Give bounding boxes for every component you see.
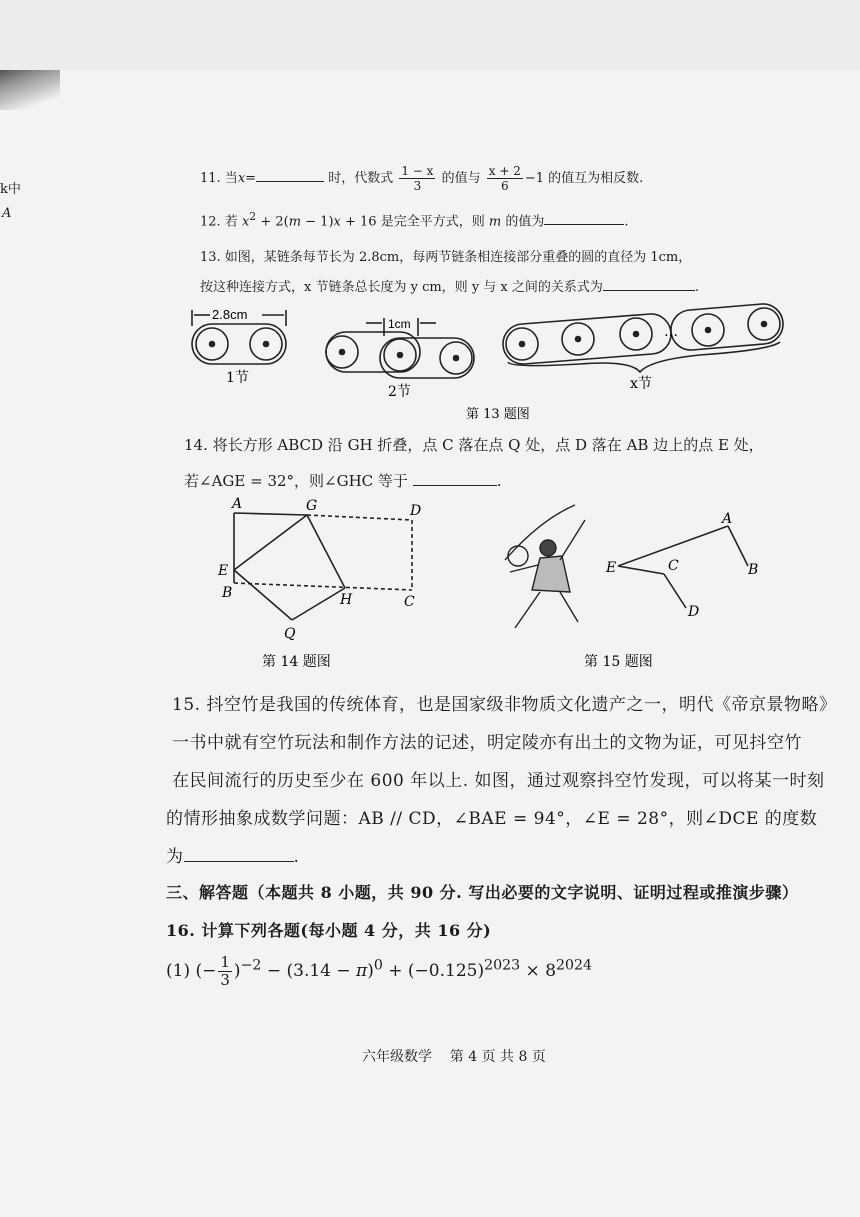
label-E14: E xyxy=(218,563,229,579)
q12-text-a: 12. 若 xyxy=(200,214,238,230)
q13-line-2-text: 按这种连接方式，x 节链条总长度为 y cm，则 y 与 x 之间的关系式为 xyxy=(200,280,603,295)
ellipsis: … xyxy=(664,324,678,340)
q12-text-c: 的值为 xyxy=(505,214,545,230)
link-outline xyxy=(192,324,286,364)
label-E15: E xyxy=(606,560,617,576)
segment-AG xyxy=(234,513,307,515)
caption-2-links: 2节 xyxy=(388,384,411,400)
circle-dot xyxy=(264,342,269,347)
segment-EC xyxy=(618,566,664,574)
label-H: H xyxy=(340,592,353,608)
q16-frac-num: 1 xyxy=(220,953,230,971)
segment-GD xyxy=(307,515,412,520)
q11-frac1-num: 1 − x xyxy=(401,164,434,178)
q16-part-1-label: (1) xyxy=(166,961,191,981)
margin-mark-2: A xyxy=(2,206,12,221)
q14-line-2: 若∠AGE = 32°，则∠GHC 等于 . xyxy=(184,472,502,490)
section-3-heading: 三、解答题（本题共 8 小题，共 90 分. 写出必要的文字说明、证明过程或推演步骤） xyxy=(166,883,799,902)
q14-line-2-text: 若∠AGE = 32°，则∠GHC 等于 xyxy=(184,472,408,490)
figure-15-caption: 第 15 题图 xyxy=(584,654,653,670)
q15-blank[interactable] xyxy=(184,860,294,862)
segment-AB xyxy=(728,526,748,566)
player-arm xyxy=(560,520,585,560)
overlap-label: 1cm xyxy=(388,317,411,331)
player-leg xyxy=(560,592,578,622)
label-B15: B xyxy=(748,562,759,578)
label-C15: C xyxy=(668,558,679,574)
player-body xyxy=(532,556,570,592)
q15-line-1: 15. 抖空竹是我国的传统体育，也是国家级非物质文化遗产之一，明代《帝京景物略》 xyxy=(172,695,837,715)
label-D14: D xyxy=(410,503,422,519)
segment-CD xyxy=(664,574,686,608)
q16-title: 16. 计算下列各题(每小题 4 分，共 16 分) xyxy=(166,921,492,940)
caption-x-links: x节 xyxy=(630,376,652,392)
circle-dot xyxy=(340,350,345,355)
q14-line-1: 14. 将长方形 ABCD 沿 GH 折叠，点 C 落在点 Q 处，点 D 落在 AB 边上的点 E 处， xyxy=(184,436,764,454)
label-B14: B xyxy=(222,585,233,601)
chain-x-links xyxy=(503,304,783,372)
figure-14-caption: 第 14 题图 xyxy=(262,654,331,670)
label-A14: A xyxy=(232,496,243,512)
q12-text-b: 是完全平方式，则 xyxy=(380,214,485,230)
circle-dot xyxy=(520,342,525,347)
q13-line-2: 按这种连接方式，x 节链条总长度为 y cm，则 y 与 x 之间的关系式为 . xyxy=(200,280,700,295)
q14-blank[interactable] xyxy=(413,484,497,486)
q15-line-3: 在民间流行的历史至少在 600 年以上. 如图，通过观察抖空竹发现，可以将某一时刻 xyxy=(172,771,825,791)
q15-line-5-prefix: 为 xyxy=(166,847,184,867)
player-head xyxy=(540,540,556,556)
q11-text-c: 的值与 xyxy=(441,171,481,186)
circle-dot xyxy=(762,322,767,327)
question-11: 11. 当x= 时，代数式 $\frac{1 - x}{3}$ 的值与 $\frac{x + 2}{6}$ −1 的值互为相反数. xyxy=(200,164,644,193)
fold-line-GH xyxy=(307,515,345,588)
figure-14 xyxy=(234,513,412,620)
q11-frac2-den: 6 xyxy=(500,179,509,193)
q16-part-1: (1) (− $\frac{1}{3}$ )$^{-2} - (3.14 - \pi)^0 + (-0.125)^{2023} \times 8^{2024}$ xyxy=(166,953,593,989)
diabolo xyxy=(508,546,528,566)
label-C14: C xyxy=(404,594,415,610)
q15-line-4: 的情形抽象成数学问题：AB // CD，∠BAE = 94°，∠E = 28°，则∠DCE 的度数 xyxy=(166,809,818,829)
circle-dot xyxy=(398,353,403,358)
segment-BC xyxy=(234,583,412,590)
margin-mark-1: k中 xyxy=(0,182,21,197)
label-G: G xyxy=(306,498,318,514)
q13-line-1: 13. 如图，某链条每节长为 2.8cm，每两节链条相连接部分重叠的圆的直径为 1cm， xyxy=(200,250,692,265)
link-outline xyxy=(671,304,783,350)
circle-dot xyxy=(634,332,639,337)
chain-length-label: 2.8cm xyxy=(212,307,248,322)
player-arm xyxy=(510,565,538,572)
label-D15: D xyxy=(688,604,700,620)
player-leg xyxy=(515,592,540,628)
label-A15: A xyxy=(722,511,733,527)
segment-EQ xyxy=(234,570,292,620)
segment-QH xyxy=(292,588,345,620)
caption-1-link: 1节 xyxy=(226,370,249,386)
circle-dot xyxy=(576,337,581,342)
q11-text-a: 11. 当 xyxy=(200,171,238,186)
page-footer: 六年级数学 第 4 页 共 8 页 xyxy=(362,1049,546,1065)
circle-dot xyxy=(706,328,711,333)
q16-fraction xyxy=(218,954,232,989)
q11-text-d: 的值互为相反数. xyxy=(548,171,644,186)
question-12: 12. 若 $x^2 + 2(m - 1)x + 16$ 是完全平方式，则 m 的值为 . xyxy=(200,210,629,230)
figure-13-caption: 第 13 题图 xyxy=(466,407,530,422)
figure-15 xyxy=(618,526,748,608)
q15-line-2: 一书中就有空竹玩法和制作方法的记述，明定陵亦有出土的文物为证，可见抖空竹 xyxy=(172,733,802,753)
q11-frac1-den: 3 xyxy=(413,179,422,193)
q11-text-b: 时，代数式 xyxy=(328,171,394,186)
label-Q: Q xyxy=(284,626,296,642)
circle-dot xyxy=(454,356,459,361)
q15-line-5: 为 . xyxy=(166,847,300,867)
diabolo-player-illustration xyxy=(505,505,585,628)
q16-frac-den: 3 xyxy=(220,971,230,989)
q11-frac2-num: x + 2 xyxy=(488,164,521,178)
circle-dot xyxy=(210,342,215,347)
segment-EG xyxy=(234,515,307,570)
